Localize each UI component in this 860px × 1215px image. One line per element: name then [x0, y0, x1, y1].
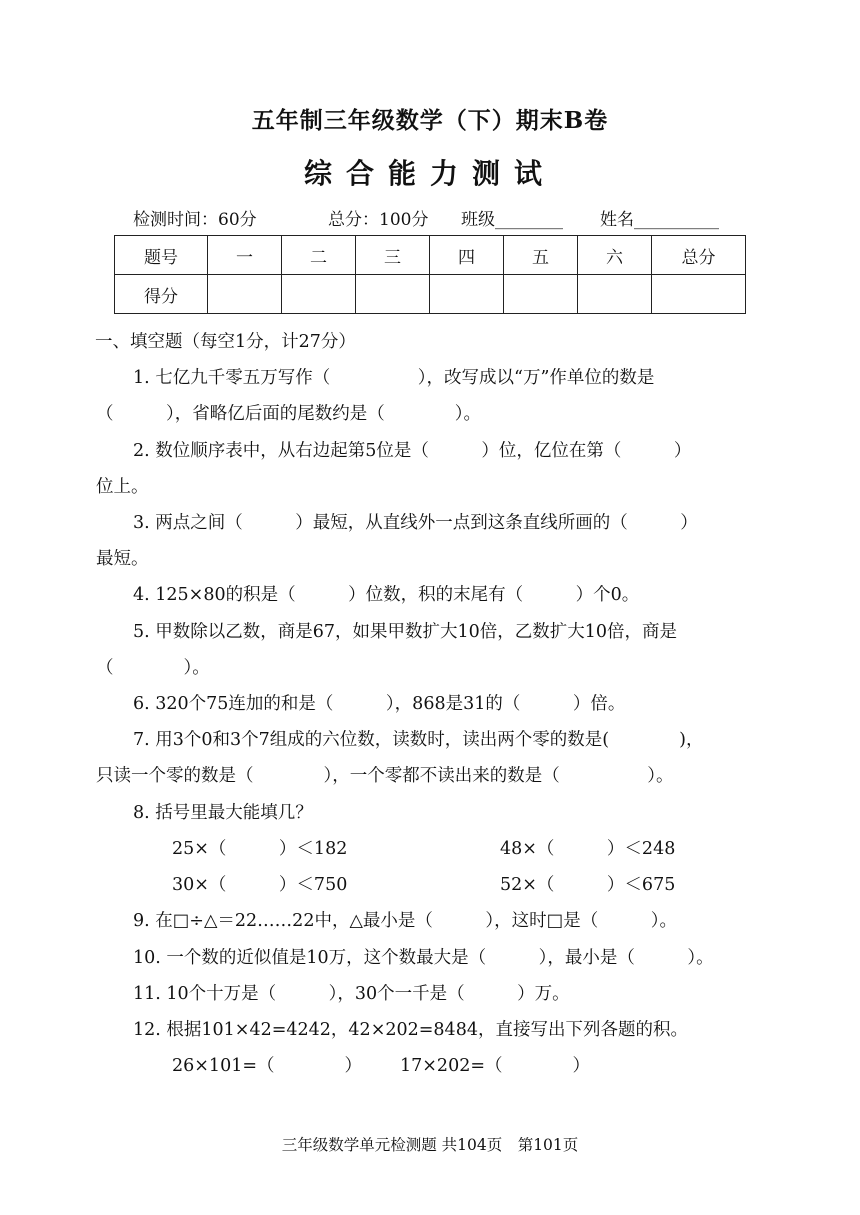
score-cell[interactable] [356, 275, 430, 314]
score-cell[interactable] [430, 275, 504, 314]
question-line: 只读一个零的数是（ ），一个零都不读出来的数是（ ）。 [96, 766, 674, 786]
total-score: 总分：100分 [328, 210, 429, 230]
question-line: 9. 在□÷△＝22……22中，△最小是（ ），这时□是（ ）。 [133, 911, 677, 931]
table-header-cell: 题号 [115, 236, 208, 275]
name-field: 姓名__________ [600, 210, 719, 230]
question-line: 3. 两点之间（ ）最短，从直线外一点到这条直线所画的（ ） [133, 513, 698, 533]
score-table [114, 235, 746, 314]
q12-item: 26×101=（ ） [172, 1056, 362, 1076]
score-table-score-row [115, 275, 746, 314]
question-line: 8. 括号里最大能填几？ [133, 803, 313, 823]
score-cell[interactable] [504, 275, 578, 314]
page-subtitle: 综合能力测试 [303, 157, 556, 190]
question-line: 6. 320个75连加的和是（ ），868是31的（ ）倍。 [133, 694, 626, 714]
exam-time: 检测时间：60分 [133, 210, 257, 230]
question-line: 1. 七亿九千零五万写作（ ），改写成以“万”作单位的数是 [133, 368, 655, 388]
question-line: 11. 10个十万是（ ），30个一千是（ ）万。 [133, 984, 570, 1004]
question-line: 最短。 [96, 549, 149, 569]
table-row-label: 得分 [115, 275, 208, 314]
q8-item: 30×（ ）＜750 [172, 875, 348, 895]
question-line: 位上。 [96, 477, 149, 497]
question-line: 4. 125×80的积是（ ）位数，积的末尾有（ ）个0。 [133, 585, 640, 605]
score-cell[interactable] [208, 275, 282, 314]
table-header-cell: 四 [430, 236, 504, 275]
score-cell[interactable] [652, 275, 746, 314]
section-title: 一、填空题（每空1分，计27分） [95, 332, 356, 352]
table-header-cell: 三 [356, 236, 430, 275]
page-footer: 三年级数学单元检测题 共104页 第101页 [281, 1136, 579, 1154]
score-table-header-row [115, 236, 746, 275]
question-line: 7. 用3个0和3个7组成的六位数，读数时，读出两个零的数是( )， [133, 730, 704, 750]
table-header-cell: 五 [504, 236, 578, 275]
score-cell[interactable] [578, 275, 652, 314]
question-line: （ ）。 [96, 658, 210, 678]
question-line: 5. 甲数除以乙数，商是67，如果甲数扩大10倍，乙数扩大10倍，商是 [133, 622, 678, 642]
question-line: （ ），省略亿后面的尾数约是（ ）。 [96, 404, 481, 424]
question-line: 2. 数位顺序表中，从右边起第5位是（ ）位，亿位在第（ ） [133, 441, 692, 461]
question-line: 10. 一个数的近似值是10万，这个数最大是（ ），最小是（ ）。 [133, 948, 714, 968]
q8-item: 25×（ ）＜182 [172, 839, 348, 859]
table-header-cell: 六 [578, 236, 652, 275]
q12-item: 17×202=（ ） [400, 1056, 590, 1076]
table-header-cell: 二 [282, 236, 356, 275]
q8-item: 48×（ ）＜248 [500, 839, 676, 859]
table-header-cell: 总分 [652, 236, 746, 275]
table-header-cell: 一 [208, 236, 282, 275]
page-title: 五年制三年级数学（下）期末B卷 [251, 107, 609, 134]
question-line: 12. 根据101×42=4242，42×202=8484，直接写出下列各题的积。 [133, 1020, 688, 1040]
score-cell[interactable] [282, 275, 356, 314]
class-field: 班级________ [461, 210, 563, 230]
q8-item: 52×（ ）＜675 [500, 875, 676, 895]
